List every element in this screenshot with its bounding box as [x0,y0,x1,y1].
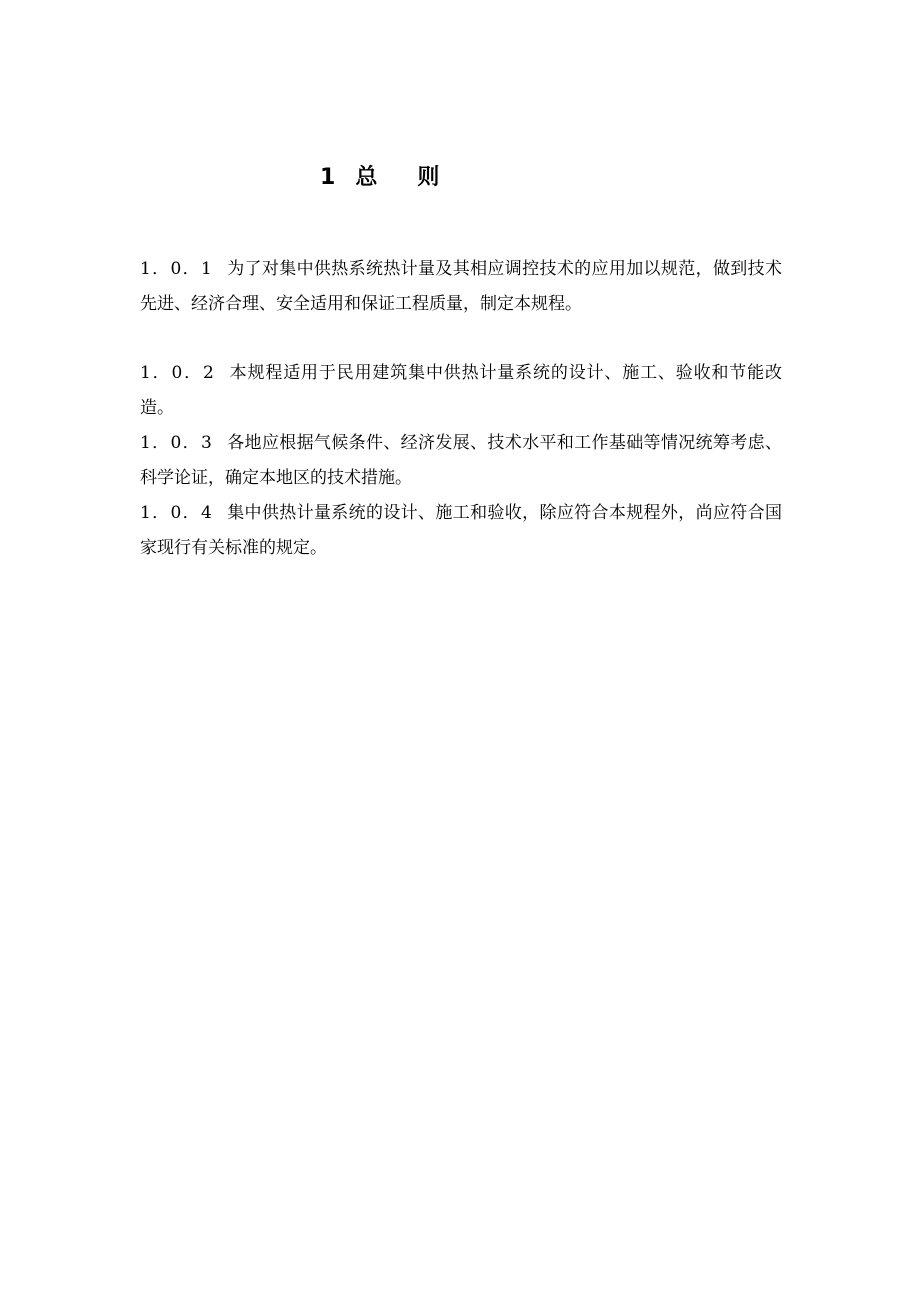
clause-number: 1．0．3 [140,433,213,453]
chapter-title-char-1: 总 [355,165,378,190]
clause-text: 为了对集中供热系统热计量及其相应调控技术的应用加以规范，做到技术先进、经济合理、安全适用和保证工程质量，制定本规程。 [140,259,782,314]
clause-number: 1．0．4 [140,503,213,523]
clause-1-0-2 [140,356,782,426]
clause-1-0-1 [140,252,782,322]
clause-list [140,252,782,566]
chapter-heading [320,163,439,193]
clause-number: 1．0．2 [140,363,215,383]
clause-text: 集中供热计量系统的设计、施工和验收，除应符合本规程外，尚应符合国家现行有关标准的规定。 [140,503,782,558]
clause-text: 本规程适用于民用建筑集中供热计量系统的设计、施工、验收和节能改造。 [140,363,782,418]
chapter-number: 1 [320,165,336,190]
clause-1-0-4 [140,496,782,566]
clause-number: 1．0．1 [140,259,213,279]
clause-1-0-3 [140,426,782,496]
clause-text: 各地应根据气候条件、经济发展、技术水平和工作基础等情况统筹考虑、科学论证，确定本地区的技术措施。 [140,433,782,488]
chapter-title-char-2: 则 [417,165,440,190]
